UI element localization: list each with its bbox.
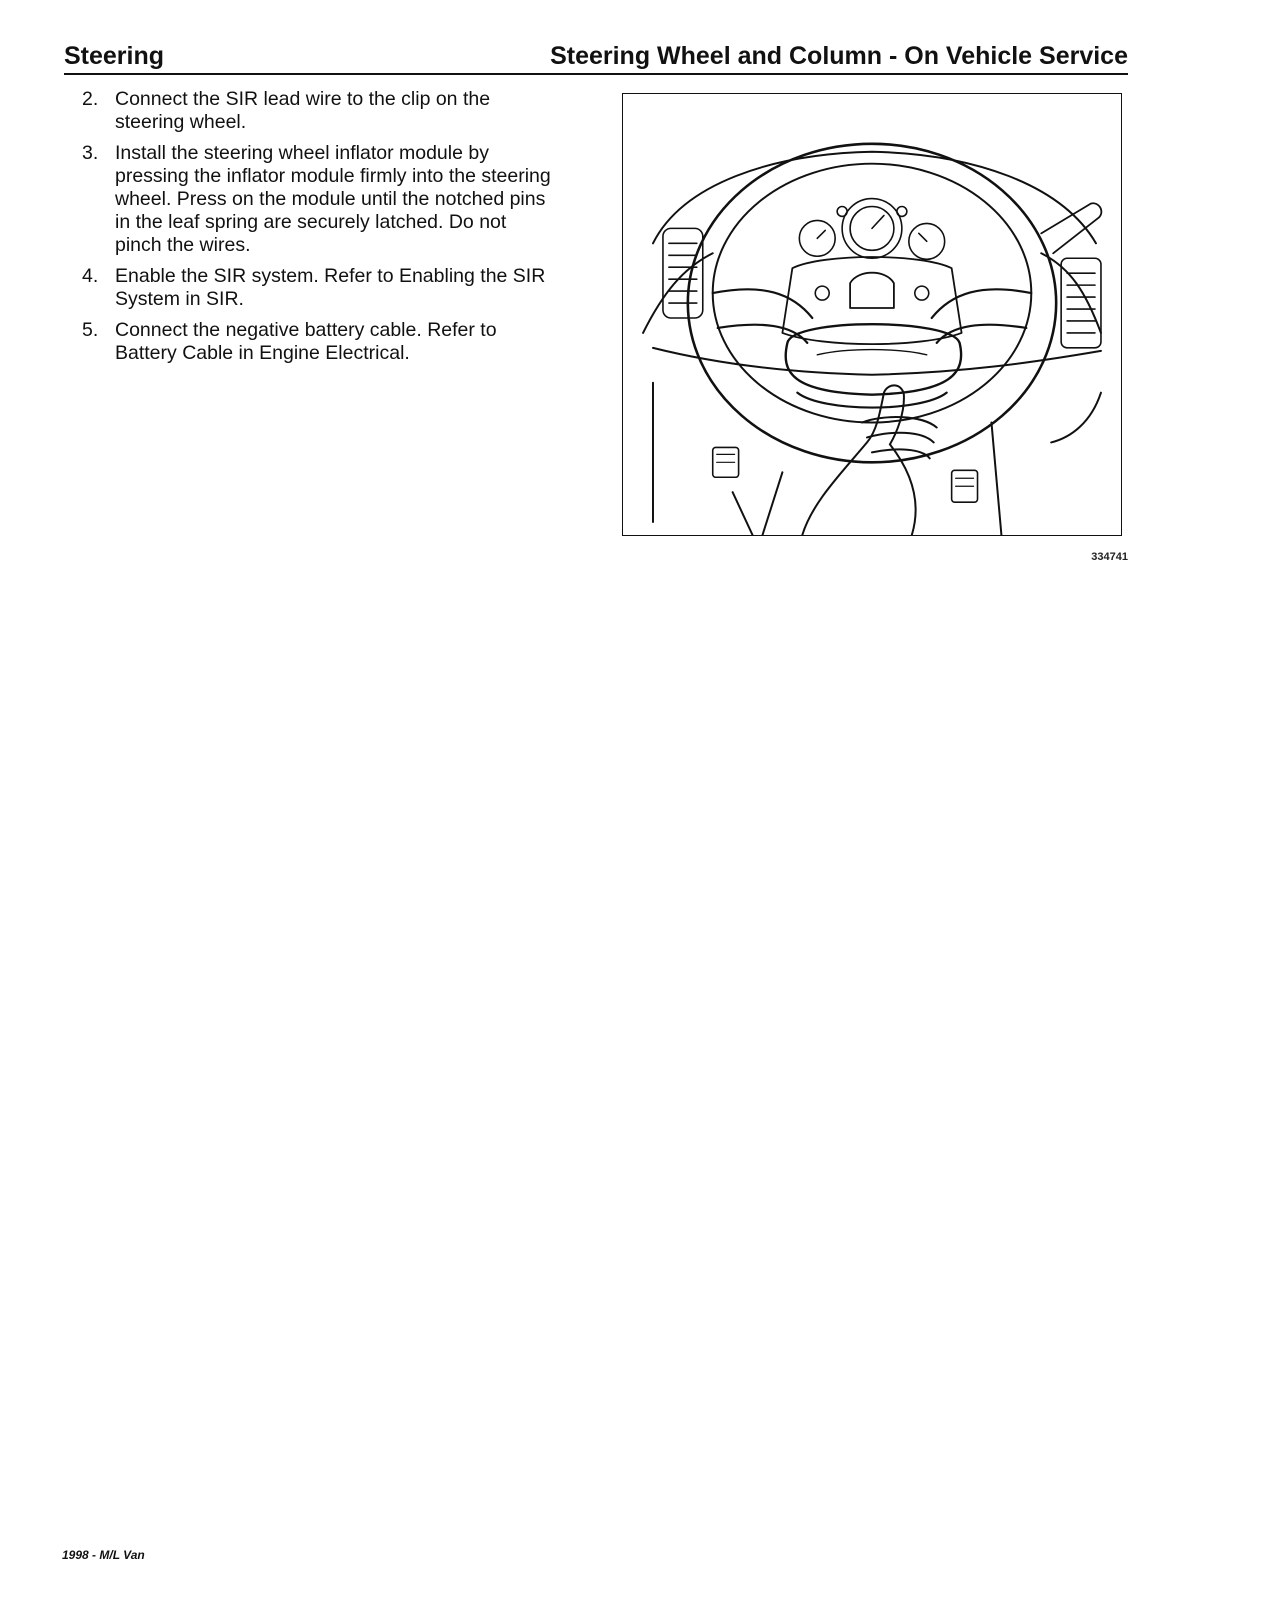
step-item [82, 142, 552, 257]
step-text: Enable the SIR system. Refer to Enabling the SIR System in SIR. [115, 265, 546, 310]
inflator-module [786, 324, 961, 394]
step-number: 4. [82, 265, 99, 287]
step-text: Install the steering wheel inflator module by pressing the inflator module firmly into the steering wheel. Press on the module until the notched pins in the leaf spring are securely latched. Do not pinch the wires. [115, 142, 551, 256]
procedure-steps [82, 88, 552, 373]
step-number: 3. [82, 142, 99, 164]
step-text: Connect the SIR lead wire to the clip on the steering wheel. [115, 88, 491, 133]
steering-wheel-illustration [623, 94, 1121, 535]
figure-number: 334741 [1091, 551, 1128, 563]
footer-publication: 1998 - M/L Van [62, 1548, 145, 1562]
step-item [82, 88, 552, 134]
step-item [82, 319, 552, 365]
figure-steering-wheel [622, 93, 1122, 536]
instrument-cluster [799, 199, 944, 260]
step-number: 5. [82, 319, 99, 341]
header-topic-title: Steering Wheel and Column - On Vehicle Service [550, 42, 1128, 70]
header-section-title: Steering [64, 42, 165, 70]
header-rule [64, 73, 1128, 75]
step-item [82, 265, 552, 311]
step-text: Connect the negative battery cable. Refer to Battery Cable in Engine Electrical. [115, 319, 497, 364]
step-number: 2. [82, 88, 99, 110]
